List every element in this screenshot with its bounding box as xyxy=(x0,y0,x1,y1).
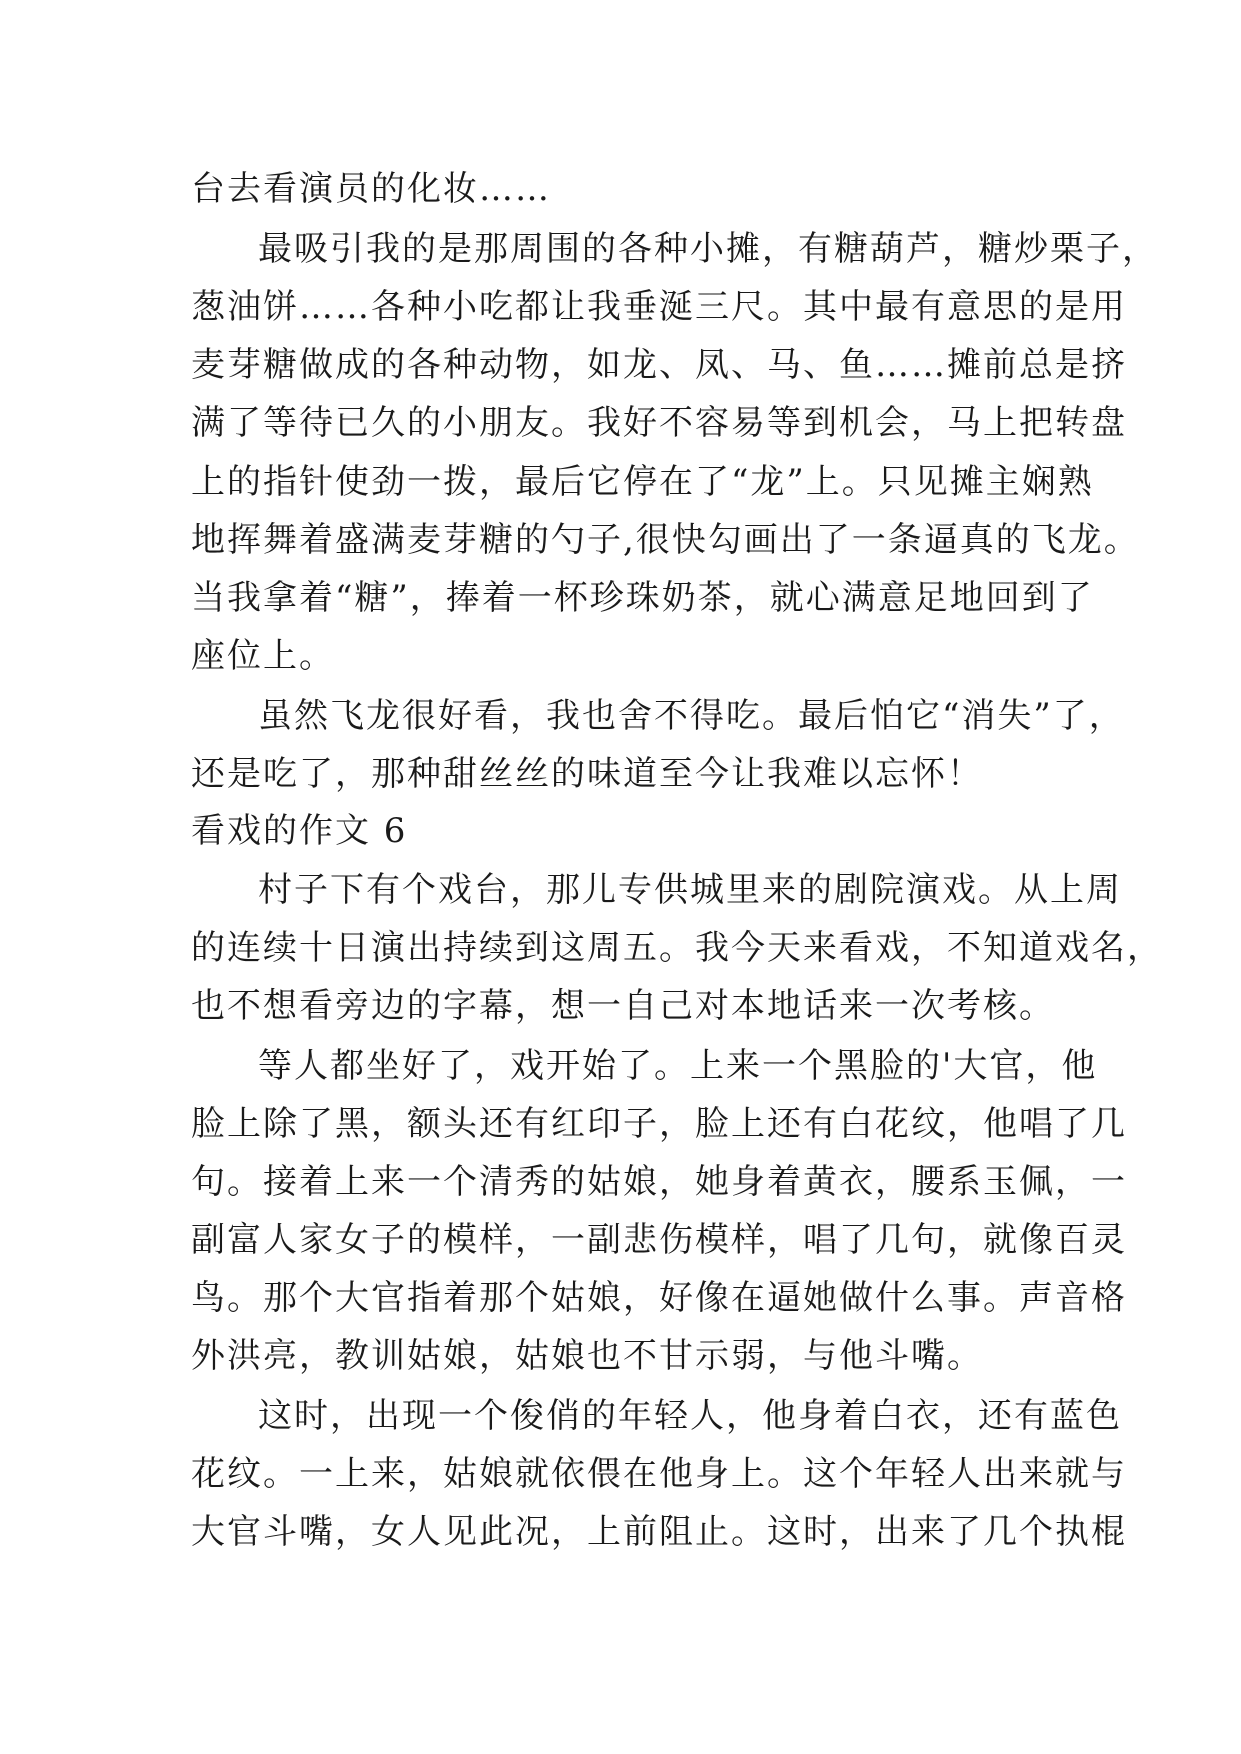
text-line: 鸟。那个大官指着那个姑娘，好像在逼她做什么事。声音格 xyxy=(191,1278,1127,1318)
text-line: 花纹。一上来，姑娘就依偎在他身上。这个年轻人出来就与 xyxy=(191,1454,1127,1494)
text-line: 台去看演员的化妆…… xyxy=(191,169,551,209)
text-line: 满了等待已久的小朋友。我好不容易等到机会，马上把转盘 xyxy=(191,403,1127,443)
section-heading: 看戏的作文 6 xyxy=(191,811,408,851)
text-line: 外洪亮，教训姑娘，姑娘也不甘示弱，与他斗嘴。 xyxy=(191,1336,983,1376)
text-line: 句。接着上来一个清秀的姑娘，她身着黄衣，腰系玉佩，一 xyxy=(191,1162,1127,1202)
text-line: 葱油饼……各种小吃都让我垂涎三尺。其中最有意思的是用 xyxy=(191,287,1127,327)
text-line: 也不想看旁边的字幕，想一自己对本地话来一次考核。 xyxy=(191,986,1055,1026)
text-line: 麦芽糖做成的各种动物，如龙、凤、马、鱼……摊前总是挤 xyxy=(191,345,1127,385)
paragraph-start-line: 村子下有个戏台，那儿专供城里来的剧院演戏。从上周 xyxy=(258,870,1122,910)
text-line: 大官斗嘴，女人见此况，上前阻止。这时，出来了几个执棍 xyxy=(191,1512,1127,1552)
text-line: 的连续十日演出持续到这周五。我今天来看戏，不知道戏名， xyxy=(191,928,1163,968)
text-line: 上的指针使劲一拨，最后它停在了“龙”上。只见摊主娴熟 xyxy=(191,462,1094,502)
text-line: 地挥舞着盛满麦芽糖的勺子,很快勾画出了一条逼真的飞龙。 xyxy=(191,520,1140,560)
text-line: 座位上。 xyxy=(191,636,335,676)
text-line: 当我拿着“糖”，捧着一杯珍珠奶茶，就心满意足地回到了 xyxy=(191,578,1094,618)
text-line: 还是吃了，那种甜丝丝的味道至今让我难以忘怀！ xyxy=(191,754,983,794)
paragraph-start-line: 最吸引我的是那周围的各种小摊，有糖葫芦，糖炒栗子， xyxy=(258,229,1158,269)
text-line: 副富人家女子的模样，一副悲伤模样，唱了几句，就像百灵 xyxy=(191,1220,1127,1260)
paragraph-start-line: 等人都坐好了，戏开始了。上来一个黑脸的'大官，他 xyxy=(258,1046,1098,1086)
paragraph-start-line: 这时，出现一个俊俏的年轻人，他身着白衣，还有蓝色 xyxy=(258,1396,1122,1436)
paragraph-start-line: 虽然飞龙很好看，我也舍不得吃。最后怕它“消失”了， xyxy=(258,696,1125,736)
text-line: 脸上除了黑，额头还有红印子，脸上还有白花纹，他唱了几 xyxy=(191,1104,1127,1144)
